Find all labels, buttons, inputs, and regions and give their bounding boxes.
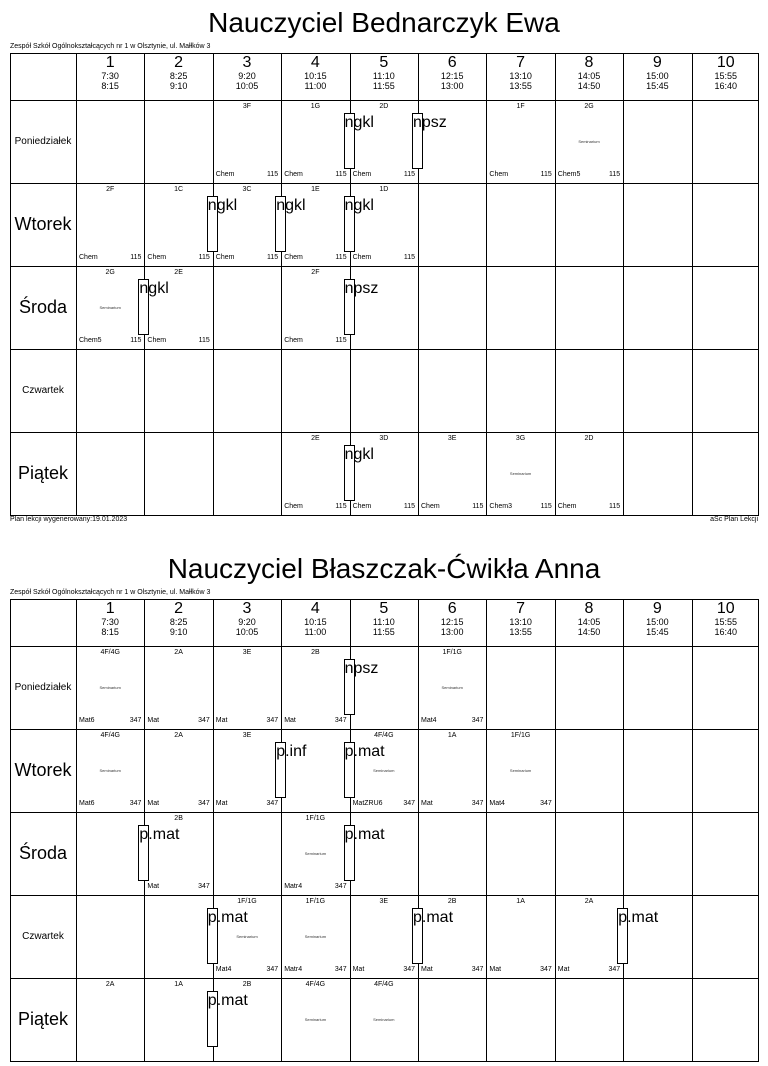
- period-start: 10:15: [304, 71, 327, 81]
- duty-label: ngkl: [276, 197, 306, 214]
- period-header: [281, 54, 349, 99]
- lesson-subject: Chem: [352, 171, 372, 178]
- lesson-room: 115: [403, 503, 415, 510]
- lesson-class: 3E: [379, 898, 389, 905]
- period-number: 2: [174, 54, 184, 71]
- lesson-class: 2D: [584, 435, 594, 442]
- period-start: 15:00: [646, 71, 669, 81]
- lesson-class: 2A: [105, 981, 115, 988]
- period-start: 15:00: [646, 617, 669, 627]
- software-credit: aSc Plan Lekcji: [710, 516, 758, 523]
- lesson-class: 1F/1G: [510, 732, 531, 739]
- day-label: Środa: [18, 297, 68, 317]
- grid-line: [10, 349, 759, 350]
- period-end: 10:05: [235, 81, 259, 91]
- period-header: [555, 54, 623, 99]
- lesson-subject: Chem: [215, 254, 235, 261]
- period-header: [623, 600, 691, 645]
- period-end: 13:55: [509, 81, 532, 91]
- lesson-class: 2G: [584, 103, 594, 110]
- grid-line: [76, 53, 77, 516]
- duty-label: ngkl: [344, 197, 374, 214]
- lesson-class: 1F: [516, 103, 525, 110]
- duty-marker: [412, 113, 447, 169]
- period-end: 13:00: [440, 81, 464, 91]
- lesson-subject: Mat: [147, 800, 160, 807]
- lesson-subject: Mat4: [489, 800, 505, 807]
- lesson-room: 115: [609, 503, 621, 510]
- lesson-subject: Matr4: [284, 966, 303, 973]
- duty-marker: [412, 908, 454, 964]
- grid-line: [76, 599, 77, 1062]
- period-end: 15:45: [646, 81, 669, 91]
- period-number: 9: [652, 600, 662, 617]
- period-start: 7:30: [101, 71, 119, 81]
- lesson-room: 347: [266, 800, 279, 807]
- period-header: [76, 54, 144, 99]
- timetable-blaszczak-cwikla: [0, 546, 768, 1029]
- day-label: Czwartek: [22, 931, 64, 942]
- lesson-room: 347: [608, 966, 621, 973]
- lesson-class: 1F/1G: [237, 898, 257, 905]
- duty-label: p.inf: [276, 743, 307, 760]
- lesson-note: Seminarium: [99, 768, 121, 773]
- lesson-class: 1D: [379, 186, 389, 193]
- lesson-subject: Chem: [557, 503, 577, 510]
- lesson-class: 2E: [311, 435, 320, 442]
- duty-marker: [344, 659, 379, 715]
- grid-line: [555, 53, 556, 516]
- timetable-title: Nauczyciel Błaszczak-Ćwikła Anna: [167, 553, 601, 584]
- lesson-class: 4F/4G: [100, 732, 120, 739]
- duty-label: ngkl: [344, 114, 374, 131]
- lesson-class: 2E: [174, 269, 183, 276]
- lesson-class: 2G: [105, 269, 115, 276]
- duty-marker: [344, 196, 374, 252]
- lesson-class: 2A: [584, 898, 594, 905]
- period-start: 13:10: [509, 617, 532, 627]
- period-header: [350, 600, 418, 645]
- grid-line: [555, 599, 556, 1062]
- period-number: 8: [584, 54, 594, 71]
- day-label: Wtorek: [14, 214, 72, 234]
- duty-marker: [138, 825, 180, 881]
- lesson-subject: Chem: [215, 171, 235, 178]
- period-number: 10: [716, 54, 735, 71]
- period-end: 16:40: [714, 81, 738, 91]
- lesson-room: 115: [335, 254, 347, 261]
- lesson-note: Seminarium: [304, 1017, 327, 1022]
- lesson-class: 1A: [516, 898, 525, 905]
- lesson-room: 347: [266, 966, 279, 973]
- lesson-room: 115: [403, 254, 415, 261]
- period-header: [623, 54, 691, 99]
- period-number: 10: [716, 600, 735, 617]
- lesson-room: 347: [129, 800, 142, 807]
- duty-marker: [344, 825, 385, 881]
- period-header: [76, 600, 144, 645]
- lesson-subject: Mat: [557, 966, 570, 973]
- lesson-class: 2A: [174, 732, 183, 739]
- duty-label: p.mat: [344, 826, 385, 843]
- lesson-subject: Mat: [489, 966, 502, 973]
- duty-label: npsz: [344, 660, 379, 677]
- duty-label: p.mat: [618, 909, 659, 926]
- grid-line: [10, 432, 759, 433]
- lesson-room: 115: [335, 503, 347, 510]
- period-number: 2: [174, 600, 184, 617]
- lesson-class: 2B: [311, 649, 320, 656]
- period-end: 9:10: [169, 627, 188, 637]
- period-number: 4: [310, 54, 320, 71]
- period-start: 10:15: [304, 617, 327, 627]
- lesson-note: Seminarium: [578, 139, 600, 144]
- lesson-room: 347: [403, 966, 415, 973]
- timetable-grid: [0, 546, 768, 1066]
- period-header: [692, 54, 760, 99]
- period-header: [213, 54, 281, 99]
- period-header: [486, 600, 554, 645]
- lesson-class: 3F: [242, 103, 252, 110]
- lesson-class: 1E: [311, 186, 320, 193]
- period-end: 13:00: [440, 627, 464, 637]
- lesson-class: 1A: [447, 732, 457, 739]
- grid-line: [486, 53, 487, 516]
- lesson-room: 347: [334, 717, 347, 724]
- lesson-subject: Chem5: [79, 337, 102, 344]
- lesson-room: 347: [129, 717, 142, 724]
- lesson-class: 1A: [174, 981, 183, 988]
- period-number: 3: [242, 54, 252, 71]
- lesson-room: 347: [471, 717, 484, 724]
- lesson-room: 115: [609, 171, 621, 178]
- lesson-class: 3C: [242, 186, 252, 193]
- lesson-subject: Chem: [284, 503, 303, 510]
- lesson-subject: Chem3: [489, 503, 512, 510]
- period-end: 11:55: [372, 627, 395, 637]
- period-end: 14:50: [577, 81, 601, 91]
- timetable-title: Nauczyciel Bednarczyk Ewa: [208, 7, 560, 38]
- lesson-subject: Mat: [147, 717, 160, 724]
- period-number: 4: [310, 600, 320, 617]
- lesson-note: Seminarium: [304, 851, 327, 856]
- period-start: 9:20: [238, 71, 256, 81]
- period-number: 7: [516, 54, 526, 71]
- duty-label: p.mat: [413, 909, 454, 926]
- lesson-class: 1F/1G: [305, 815, 326, 822]
- grid-line: [10, 1061, 759, 1062]
- period-start: 14:05: [577, 71, 601, 81]
- period-header: [692, 600, 760, 645]
- period-end: 15:45: [646, 627, 669, 637]
- period-number: 8: [584, 600, 594, 617]
- period-number: 9: [652, 54, 662, 71]
- day-label: Poniedziałek: [14, 136, 72, 147]
- grid-line: [692, 599, 693, 1062]
- period-header: [555, 600, 623, 645]
- lesson-room: 115: [198, 254, 210, 261]
- timetable-grid: [0, 0, 768, 520]
- lesson-class: 2B: [447, 898, 457, 905]
- generated-date: Plan lekcji wygenerowany:19.01.2023: [10, 516, 128, 523]
- lesson-room: 115: [335, 171, 347, 178]
- lesson-subject: Mat4: [421, 717, 437, 724]
- period-number: 6: [447, 54, 457, 71]
- grid-line: [10, 978, 759, 979]
- lesson-note: Seminarium: [304, 934, 327, 939]
- lesson-class: 4F/4G: [100, 649, 120, 656]
- duty-marker: [207, 196, 238, 252]
- duty-label: ngkl: [207, 197, 238, 214]
- period-start: 12:15: [440, 617, 464, 627]
- lesson-note: Seminarium: [509, 471, 532, 476]
- period-header: [350, 54, 418, 99]
- grid-line: [486, 599, 487, 1062]
- lesson-room: 347: [198, 883, 210, 890]
- grid-line: [10, 895, 759, 896]
- lesson-subject: Chem5: [557, 171, 581, 178]
- lesson-class: 3E: [242, 649, 252, 656]
- period-header: [486, 54, 554, 99]
- lesson-class: 3G: [515, 435, 526, 442]
- lesson-room: 347: [198, 800, 210, 807]
- period-header: [418, 600, 486, 645]
- grid-line: [213, 53, 214, 516]
- lesson-subject: Chem: [352, 254, 372, 261]
- grid-line: [10, 183, 759, 184]
- period-end: 11:00: [304, 627, 327, 637]
- lesson-subject: Mat: [421, 966, 433, 973]
- duty-marker: [617, 908, 659, 964]
- lesson-subject: MatZRU6: [352, 800, 383, 807]
- period-end: 16:40: [714, 627, 738, 637]
- duty-label: npsz: [413, 114, 447, 131]
- grid-line: [10, 812, 759, 813]
- grid-line: [692, 53, 693, 516]
- lesson-subject: Chem: [147, 254, 167, 261]
- lesson-class: 1F/1G: [305, 898, 326, 905]
- period-end: 8:15: [101, 627, 119, 637]
- duty-marker: [344, 279, 379, 335]
- lesson-class: 2F: [106, 186, 115, 193]
- period-end: 8:15: [101, 81, 119, 91]
- period-header: [144, 600, 212, 645]
- lesson-room: 115: [540, 503, 552, 510]
- school-name: Zespół Szkół Ogólnokształcących nr 1 w Olsztynie, ul. Małłków 3: [10, 43, 211, 50]
- period-number: 5: [379, 600, 389, 617]
- lesson-class: 3D: [379, 435, 389, 442]
- grid-line: [418, 599, 419, 1062]
- lesson-subject: Mat: [215, 717, 228, 724]
- lesson-note: Seminarium: [441, 685, 463, 690]
- lesson-class: 4F/4G: [305, 981, 326, 988]
- period-header: [213, 600, 281, 645]
- duty-label: npsz: [344, 280, 379, 297]
- period-header: [418, 54, 486, 99]
- duty-marker: [344, 113, 374, 169]
- grid-line: [758, 599, 759, 1062]
- lesson-class: 1G: [310, 103, 321, 110]
- lesson-room: 115: [403, 171, 415, 178]
- grid-line: [281, 599, 282, 1062]
- grid-line: [10, 646, 759, 647]
- lesson-subject: Mat: [421, 800, 433, 807]
- period-start: 11:10: [372, 617, 395, 627]
- period-number: 7: [516, 600, 526, 617]
- lesson-subject: Mat: [352, 966, 365, 973]
- lesson-class: 1C: [174, 186, 184, 193]
- lesson-room: 347: [540, 966, 552, 973]
- period-start: 14:05: [577, 617, 601, 627]
- lesson-room: 115: [472, 503, 484, 510]
- period-start: 11:10: [372, 71, 395, 81]
- period-end: 10:05: [235, 627, 259, 637]
- day-label: Piątek: [17, 1009, 69, 1029]
- lesson-subject: Chem: [147, 337, 167, 344]
- period-start: 12:15: [440, 71, 464, 81]
- lesson-class: 2D: [379, 103, 389, 110]
- lesson-subject: Chem: [489, 171, 509, 178]
- day-label: Środa: [18, 843, 68, 863]
- period-start: 8:25: [169, 617, 188, 627]
- lesson-room: 115: [267, 171, 279, 178]
- period-start: 15:55: [714, 71, 738, 81]
- lesson-room: 115: [130, 337, 142, 344]
- period-start: 15:55: [714, 617, 738, 627]
- duty-marker: [138, 279, 169, 335]
- period-start: 7:30: [101, 617, 119, 627]
- lesson-subject: Chem: [79, 254, 98, 261]
- lesson-room: 115: [267, 254, 279, 261]
- lesson-room: 347: [540, 800, 552, 807]
- period-number: 1: [105, 600, 115, 617]
- lesson-room: 347: [403, 800, 415, 807]
- period-number: 5: [379, 54, 389, 71]
- lesson-subject: Mat: [147, 883, 160, 890]
- day-label: Wtorek: [14, 760, 72, 780]
- lesson-room: 347: [198, 717, 210, 724]
- duty-marker: [275, 742, 307, 798]
- grid-line: [623, 53, 624, 516]
- period-header: [144, 54, 212, 99]
- lesson-subject: Mat: [284, 717, 296, 724]
- lesson-room: 115: [335, 337, 347, 344]
- lesson-room: 347: [334, 966, 347, 973]
- lesson-subject: Matr4: [284, 883, 303, 890]
- lesson-room: 347: [334, 883, 347, 890]
- school-name: Zespół Szkół Ogólnokształcących nr 1 w Olsztynie, ul. Małłków 3: [10, 589, 211, 596]
- timetable-bednarczyk: [0, 0, 768, 523]
- lesson-class: 2F: [311, 269, 320, 276]
- lesson-class: 4F/4G: [374, 981, 394, 988]
- lesson-class: 2B: [174, 815, 183, 822]
- day-label: Poniedziałek: [14, 682, 72, 693]
- grid-line: [281, 53, 282, 516]
- lesson-room: 115: [198, 337, 210, 344]
- lesson-subject: Chem: [284, 254, 303, 261]
- period-end: 11:00: [304, 81, 327, 91]
- lesson-class: 4F/4G: [374, 732, 394, 739]
- lesson-room: 115: [130, 254, 142, 261]
- lesson-note: Seminarium: [99, 305, 121, 310]
- duty-marker: [275, 196, 306, 252]
- duty-marker: [344, 445, 374, 501]
- lesson-class: 2B: [242, 981, 252, 988]
- lesson-room: 115: [540, 171, 552, 178]
- lesson-subject: Mat4: [215, 966, 232, 973]
- period-start: 13:10: [509, 71, 532, 81]
- lesson-room: 347: [471, 966, 484, 973]
- day-label: Czwartek: [22, 385, 64, 396]
- lesson-subject: Chem: [421, 503, 440, 510]
- duty-label: ngkl: [139, 280, 169, 297]
- lesson-subject: Mat6: [79, 717, 95, 724]
- lesson-subject: Chem: [284, 171, 303, 178]
- lesson-room: 347: [471, 800, 484, 807]
- lesson-note: Seminarium: [373, 1017, 395, 1022]
- lesson-subject: Mat6: [79, 800, 95, 807]
- period-end: 11:55: [372, 81, 395, 91]
- period-end: 13:55: [509, 627, 532, 637]
- lesson-subject: Mat: [215, 800, 228, 807]
- lesson-note: Seminarium: [236, 934, 258, 939]
- grid-line: [10, 100, 759, 101]
- period-header: [281, 600, 349, 645]
- lesson-room: 347: [266, 717, 279, 724]
- duty-label: p.mat: [344, 743, 385, 760]
- lesson-class: 3E: [242, 732, 252, 739]
- grid-line: [10, 266, 759, 267]
- lesson-class: 2A: [174, 649, 183, 656]
- duty-label: ngkl: [344, 446, 374, 463]
- duty-marker: [207, 991, 248, 1047]
- period-number: 3: [242, 600, 252, 617]
- period-end: 14:50: [577, 627, 601, 637]
- grid-line: [10, 729, 759, 730]
- period-end: 9:10: [169, 81, 188, 91]
- period-number: 6: [447, 600, 457, 617]
- period-start: 9:20: [238, 617, 256, 627]
- grid-line: [623, 599, 624, 1062]
- duty-label: p.mat: [207, 992, 248, 1009]
- lesson-note: Seminarium: [373, 768, 395, 773]
- duty-label: p.mat: [139, 826, 180, 843]
- lesson-note: Seminarium: [509, 768, 532, 773]
- lesson-note: Seminarium: [99, 685, 121, 690]
- lesson-class: 3E: [447, 435, 457, 442]
- grid-line: [758, 53, 759, 516]
- day-label: Piątek: [17, 463, 69, 483]
- lesson-class: 1F/1G: [442, 649, 462, 656]
- lesson-subject: Chem: [352, 503, 372, 510]
- period-start: 8:25: [169, 71, 188, 81]
- period-number: 1: [105, 54, 115, 71]
- duty-label: p.mat: [207, 909, 248, 926]
- lesson-subject: Chem: [284, 337, 303, 344]
